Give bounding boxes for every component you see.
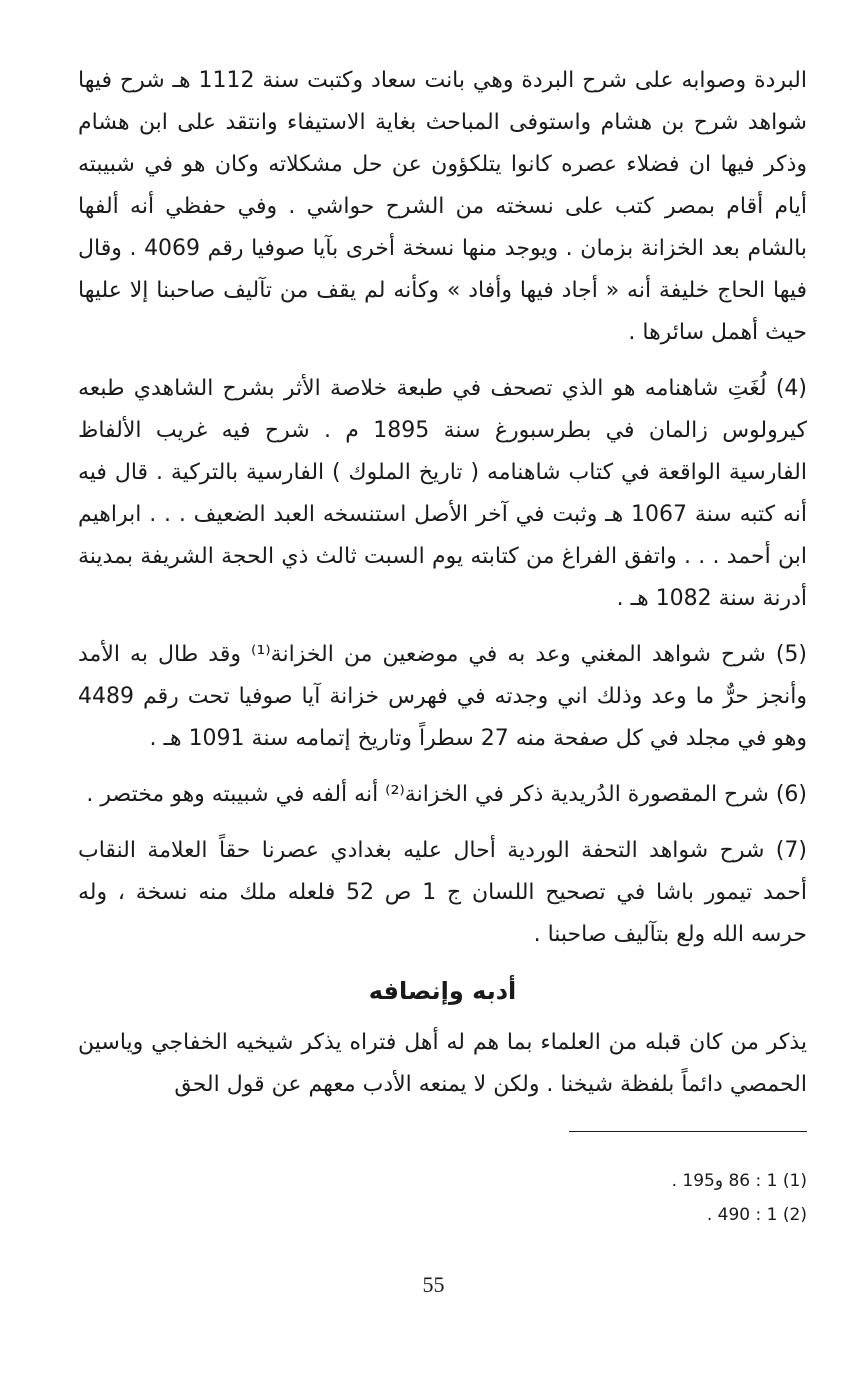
paragraph-section-body: يذكر من كان قبله من العلماء بما هم له أهل فتراه يذكر شيخيه الخفاجي وياسين الحمصي دائماً بلفظة شيخنا . ولكن لا يمنعه الأدب معهم عن قول الحق — [78, 1030, 807, 1097]
paragraph-item-6-maqsura: (6) شرح المقصورة الدُريدية ذكر في الخزانة⁽²⁾ أنه ألفه في شبيبته وهو مختصر . — [86, 782, 807, 807]
footnotes — [507, 1164, 807, 1232]
paragraph-item-5-mughni: (5) شرح شواهد المغني وعد به في موضعين من الخزانة⁽¹⁾ وقد طال به الأمد وأنجز حرٌّ ما وعد وذلك اني وجدته في فهرس خزانة آيا صوفيا تحت رقم 4489 وهو في مجلد في كل صفحة منه 27 سطراً وتاريخ إتمامه سنة 1091 هـ . — [78, 642, 808, 751]
section-heading: أدبه وإنصافه — [368, 977, 517, 1005]
page-body — [78, 60, 807, 1118]
page-number: 55 — [422, 1272, 445, 1297]
footnote-divider — [569, 1131, 807, 1132]
footnote-2: (2) 1 : 490 . — [706, 1205, 807, 1225]
paragraph-item-7-tuhfa: (7) شرح شواهد التحفة الوردية أحال عليه بغدادي عصرنا حقاً العلامة النقاب أحمد تيمور باشا في تصحيح اللسان ج 1 ص 52 فلعله ملك منه نسخة ، وله حرسه الله ولع بتآليف صاحبنا . — [78, 838, 807, 947]
paragraph-item-4-shahnameh: (4) لُغَتِ شاهنامه هو الذي تصحف في طبعة خلاصة الأثر بشرح الشاهدي طبعه كيرولوس زالمان في بطرسبورغ سنة 1895 م . شرح فيه غريب الألفاظ الفارسية الواقعة في كتاب شاهنامه ( تاريخ الملوك ) الفارسية بالتركية . قال فيه أنه كتبه سنة 1067 هـ وثبت في آخر الأصل استنسخه العبد الضعيف . . . ابراهيم ابن أحمد . . . واتفق الفراغ من كتابته يوم السبت ثالث ذي الحجة الشريفة بمدينة أدرنة سنة 1082 هـ . — [78, 376, 807, 611]
paragraph-burda-commentary: البردة وصوابه على شرح البردة وهي بانت سعاد وكتبت سنة 1112 هـ شرح فيها شواهد شرح بن هشام واستوفى المباحث بغاية الاستيفاء وانتقد على ابن هشام وذكر فيها ان فضلاء عصره كانوا يتلكؤون عن حل مشكلاته وكان هو في شبيبته أيام أقام بمصر كتب على نسخته من الشرح حواشي . وفي حفظي أنه ألفها بالشام بعد الخزانة بزمان . ويوجد منها نسخة أخرى بآيا صوفيا رقم 4069 . وقال فيها الحاج خليفة أنه « أجاد فيها وأفاد » وكأنه لم يقف من تآليف صاحبنا إلا عليها حيث أهمل سائرها . — [78, 68, 807, 345]
footnote-1: (1) 1 : 86 و195 . — [671, 1171, 807, 1191]
